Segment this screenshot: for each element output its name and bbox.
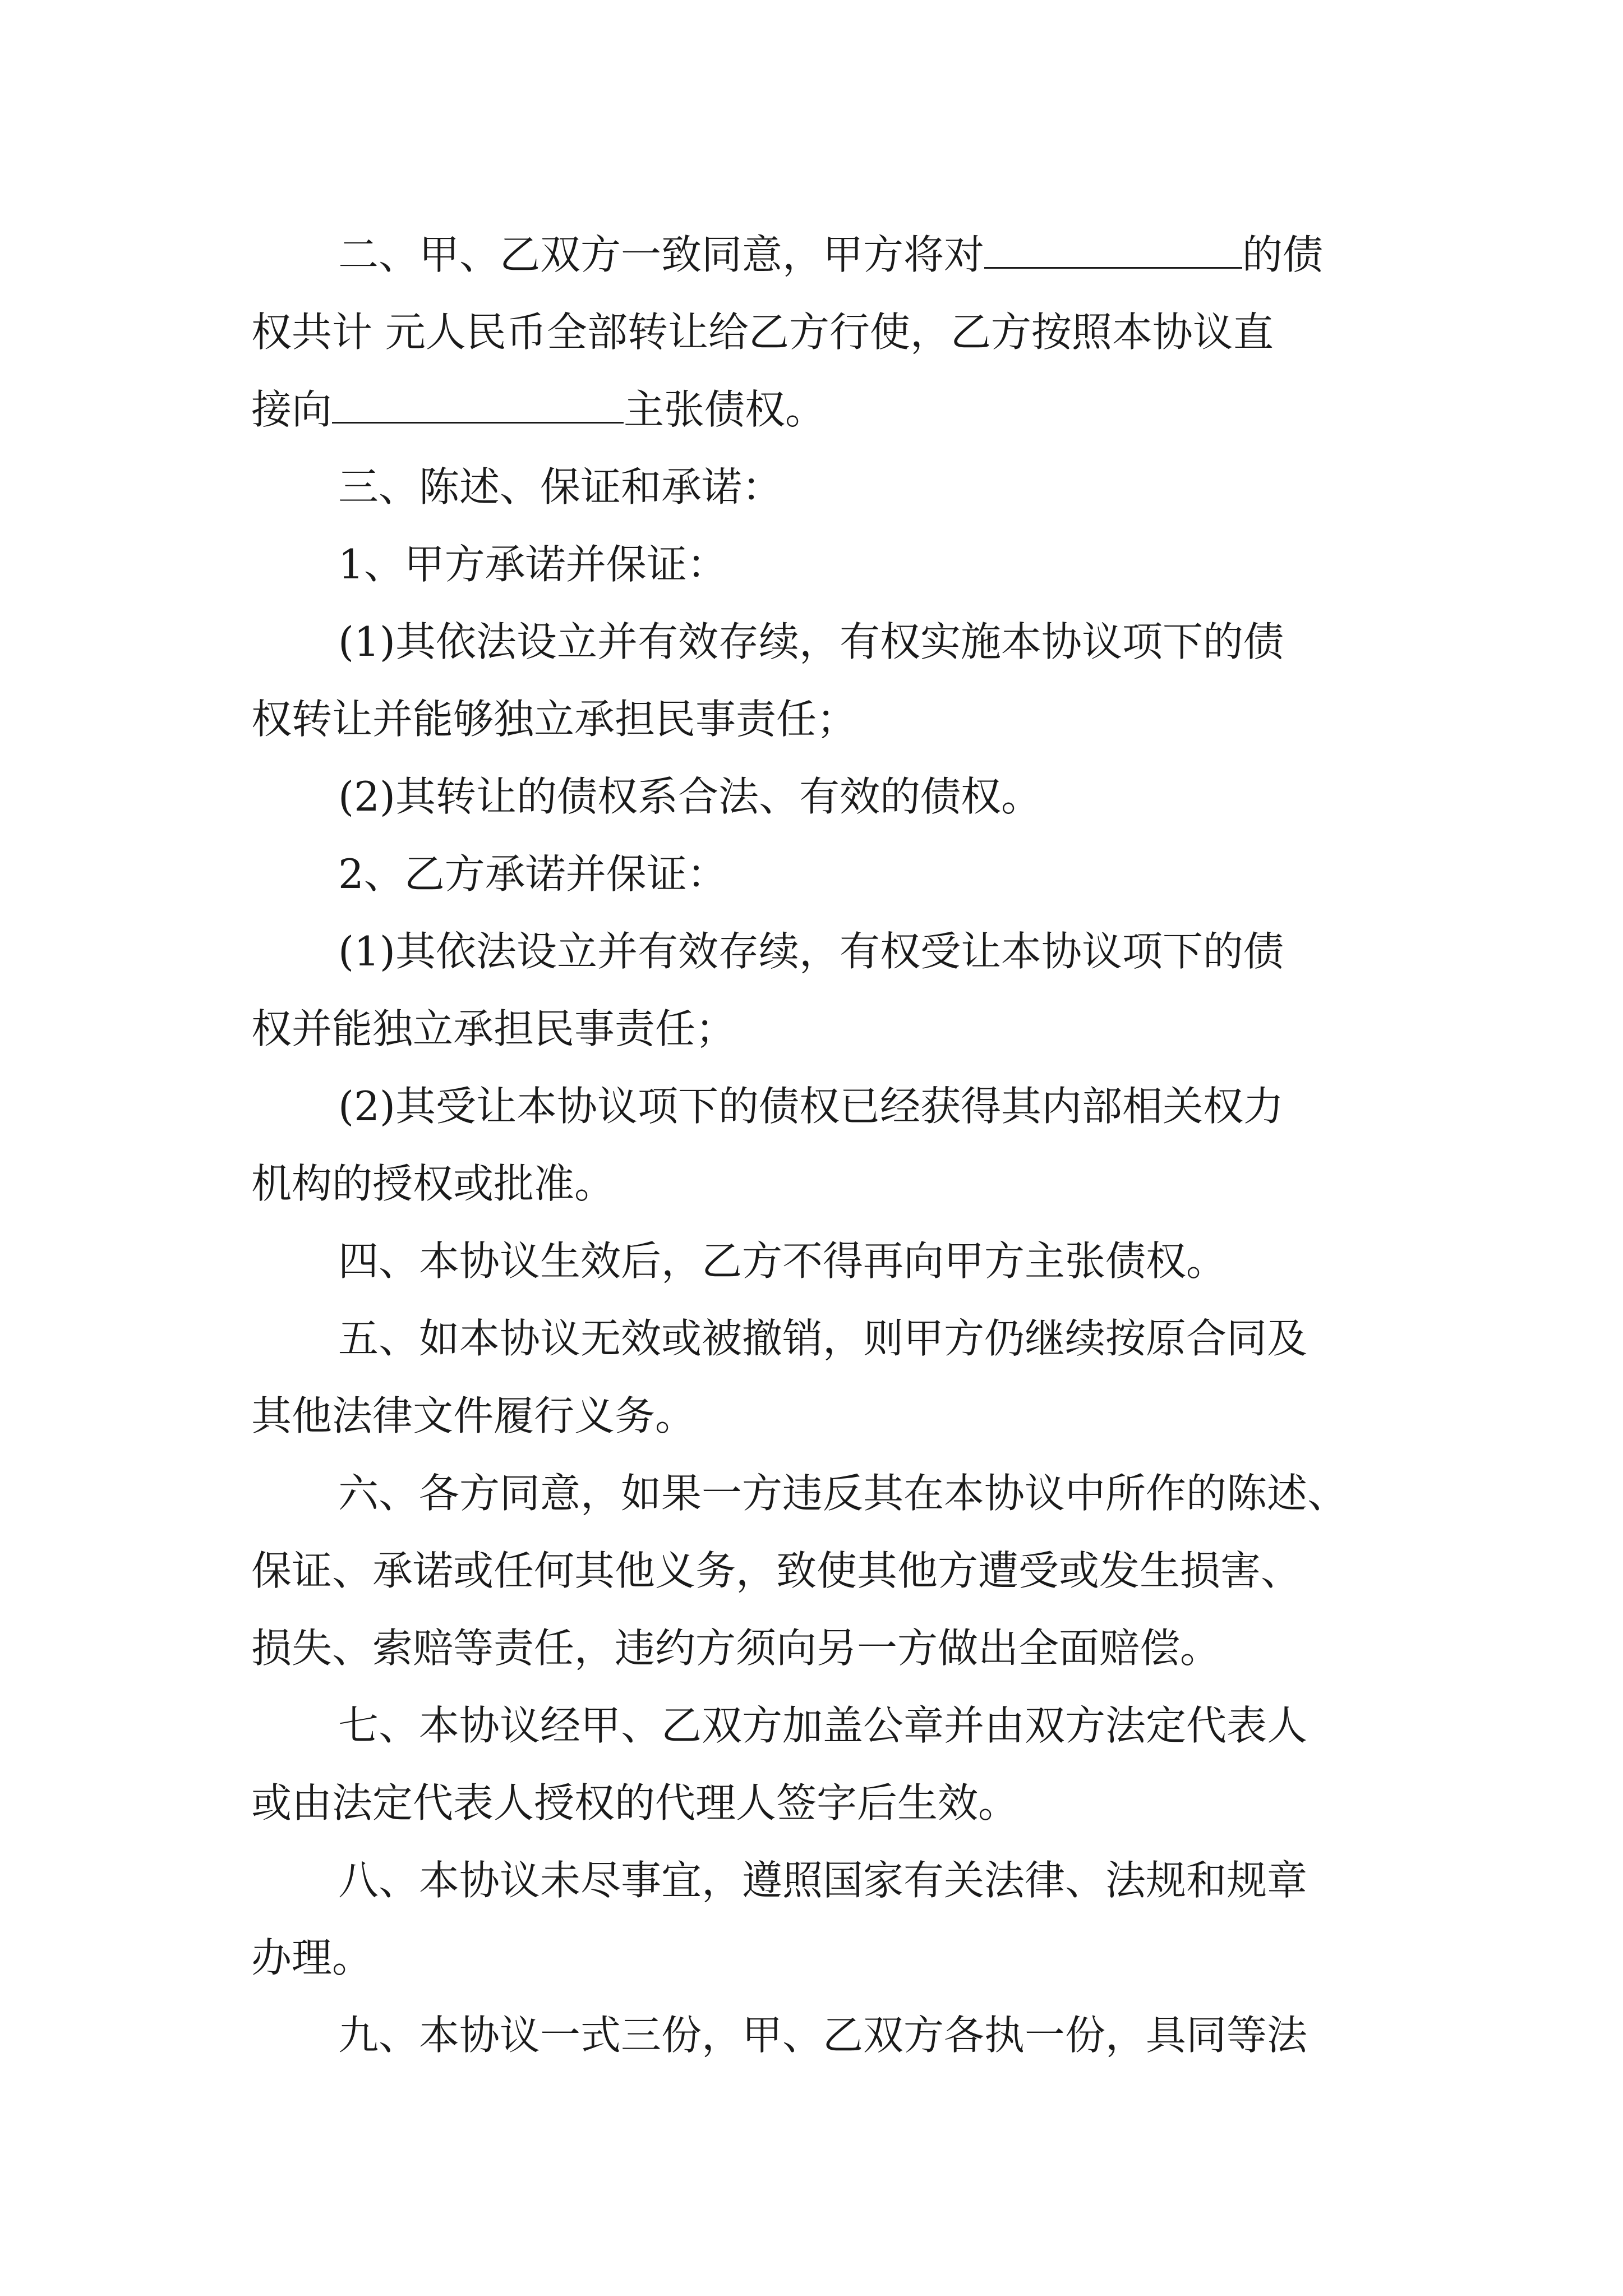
party-b-item-2-line-1: (2)其受让本协议项下的债权已经获得其内部相关权力 (338, 1083, 1284, 1130)
section-2-text-c: 接向 (251, 386, 333, 433)
section-5-line-2: 其他法律文件履行义务。 (251, 1392, 696, 1439)
party-b-item-2-line-2: 机构的授权或批准。 (251, 1160, 615, 1207)
section-2-line-3 (251, 371, 1395, 448)
section-9-line-1: 九、本协议一式三份，甲、乙双方各执一份，具同等法 (338, 2012, 1308, 2059)
document-page (251, 216, 1395, 2074)
party-b-item-1-line-1: (1)其依法设立并有效存续，有权受让本协议项下的债 (338, 928, 1284, 975)
section-2-line-2: 权共计 元人民币全部转让给乙方行使，乙方按照本协议直 (251, 309, 1274, 356)
section-2-line-1 (251, 216, 1395, 293)
section-6-line-1: 六、各方同意，如果一方违反其在本协议中所作的陈述、 (338, 1470, 1348, 1517)
section-7-line-2: 或由法定代表人授权的代理人签字后生效。 (251, 1779, 1019, 1826)
party-a-item-2: (2)其转让的债权系合法、有效的债权。 (338, 773, 1041, 820)
debtor-blank-field[interactable] (984, 233, 1242, 269)
party-a-title: 1、甲方承诺并保证： (338, 541, 727, 588)
section-2-text-a: 二、甲、乙双方一致同意，甲方将对 (338, 231, 985, 278)
party-a-item-1-line-1: (1)其依法设立并有效存续，有权实施本协议项下的债 (338, 618, 1284, 665)
section-6-line-2: 保证、承诺或任何其他义务，致使其他方遭受或发生损害、 (251, 1547, 1302, 1594)
section-8-line-2: 办理。 (251, 1934, 373, 1981)
section-6-line-3: 损失、索赔等责任，违约方须向另一方做出全面赔偿。 (251, 1625, 1221, 1672)
claim-target-blank-field[interactable] (332, 388, 624, 424)
section-2-text-b: 的债 (1242, 231, 1324, 278)
party-a-item-1-line-2: 权转让并能够独立承担民事责任； (251, 696, 857, 743)
section-2-text-d: 主张债权。 (624, 386, 826, 433)
section-5-line-1: 五、如本协议无效或被撤销，则甲方仍继续按原合同及 (338, 1315, 1308, 1362)
party-b-item-1-line-2: 权并能独立承担民事责任； (251, 1005, 736, 1052)
section-3-title: 三、陈述、保证和承诺： (338, 463, 783, 510)
party-b-title: 2、乙方承诺并保证： (338, 850, 727, 898)
section-4: 四、本协议生效后，乙方不得再向甲方主张债权。 (338, 1237, 1227, 1285)
section-7-line-1: 七、本协议经甲、乙双方加盖公章并由双方法定代表人 (338, 1702, 1308, 1749)
section-8-line-1: 八、本协议未尽事宜，遵照国家有关法律、法规和规章 (338, 1857, 1308, 1904)
